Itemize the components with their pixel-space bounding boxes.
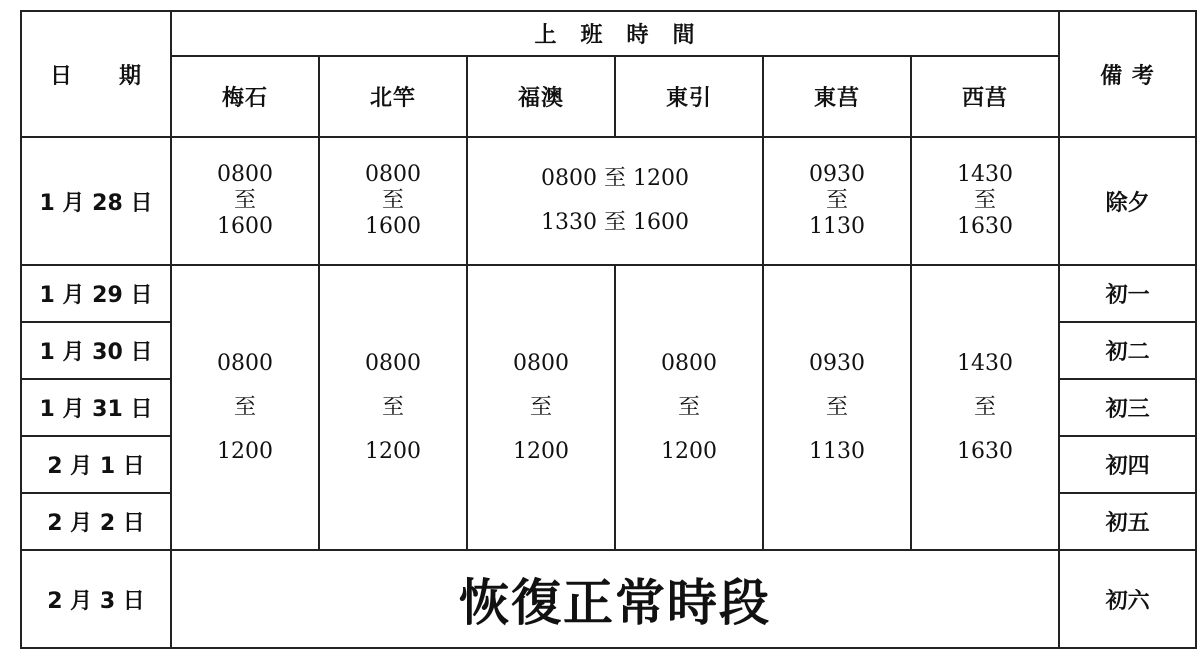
- date-cell: 1 月 29 日: [21, 265, 171, 322]
- time-start: 0800: [365, 162, 421, 187]
- hours-cell-beigan: [319, 265, 467, 550]
- date-cell: 1 月 30 日: [21, 322, 171, 379]
- time-start: 0800: [513, 350, 569, 376]
- place-header-xiju: 西莒: [911, 56, 1059, 137]
- time-end: 1200: [217, 438, 273, 464]
- time-start: 0800: [661, 350, 717, 376]
- table-row: [21, 550, 1196, 648]
- place-header-dongyin: 東引: [615, 56, 763, 137]
- place-header-beigan: 北竿: [319, 56, 467, 137]
- time-end: 1600: [365, 214, 421, 239]
- time-end: 1200: [513, 438, 569, 464]
- note-cell: 除夕: [1059, 137, 1196, 265]
- place-header-fuao: 福澳: [467, 56, 615, 137]
- note-cell: 初二: [1059, 322, 1196, 379]
- time-end: 1130: [809, 438, 865, 464]
- table-row: [21, 137, 1196, 265]
- time-start: 0800: [365, 350, 421, 376]
- time-end: 1130: [809, 214, 865, 239]
- note-cell: 初六: [1059, 550, 1196, 648]
- afternoon-shift: 1330 至 1600: [541, 210, 689, 235]
- hours-cell-xiju: [911, 137, 1059, 265]
- time-to: 至: [233, 188, 256, 213]
- hours-cell-meishi: [171, 137, 319, 265]
- place-header-dongju: 東莒: [763, 56, 911, 137]
- time-end: 1200: [661, 438, 717, 464]
- holiday-schedule: [20, 10, 1197, 649]
- hours-cell-dongju: [763, 265, 911, 550]
- time-to: 至: [677, 394, 700, 420]
- time-end: 1630: [957, 438, 1014, 464]
- time-end: 1200: [365, 438, 421, 464]
- date-cell: 1 月 28 日: [21, 137, 171, 265]
- time-to: 至: [381, 394, 404, 420]
- hours-cell-beigan: [319, 137, 467, 265]
- time-to: 至: [974, 188, 997, 213]
- schedule-table: [20, 10, 1197, 649]
- date-cell: 1 月 31 日: [21, 379, 171, 436]
- hours-cell-xiju: [911, 265, 1059, 550]
- hours-cell-dongyin: [615, 265, 763, 550]
- time-to: 至: [381, 188, 404, 213]
- resume-normal-hours: 恢復正常時段: [171, 550, 1059, 648]
- time-start: 0930: [809, 162, 865, 187]
- hours-cell-fuao-dongyin: [467, 137, 763, 265]
- time-to: 至: [825, 188, 848, 213]
- hours-cell-meishi: [171, 265, 319, 550]
- time-start: 0800: [217, 350, 273, 376]
- note-cell: 初三: [1059, 379, 1196, 436]
- place-header-meishi: 梅石: [171, 56, 319, 137]
- time-end: 1600: [217, 214, 273, 239]
- note-cell: 初一: [1059, 265, 1196, 322]
- work-hours-header: 上 班 時 間: [171, 11, 1059, 56]
- time-start: 0800: [217, 162, 273, 187]
- time-to: 至: [974, 394, 997, 420]
- time-start: 0930: [809, 350, 865, 376]
- date-cell: 2 月 2 日: [21, 493, 171, 550]
- time-to: 至: [825, 394, 848, 420]
- morning-shift: 0800 至 1200: [541, 166, 689, 191]
- date-header: 日 期: [21, 11, 171, 137]
- date-cell: 2 月 1 日: [21, 436, 171, 493]
- time-end: 1630: [957, 214, 1014, 239]
- date-cell: 2 月 3 日: [21, 550, 171, 648]
- time-to: 至: [529, 394, 552, 420]
- note-cell: 初五: [1059, 493, 1196, 550]
- note-cell: 初四: [1059, 436, 1196, 493]
- table-row: [21, 265, 1196, 322]
- time-to: 至: [233, 394, 256, 420]
- time-start: 1430: [957, 162, 1014, 187]
- remarks-header: 備 考: [1059, 11, 1196, 137]
- hours-cell-fuao: [467, 265, 615, 550]
- time-start: 1430: [957, 350, 1014, 376]
- hours-cell-dongju: [763, 137, 911, 265]
